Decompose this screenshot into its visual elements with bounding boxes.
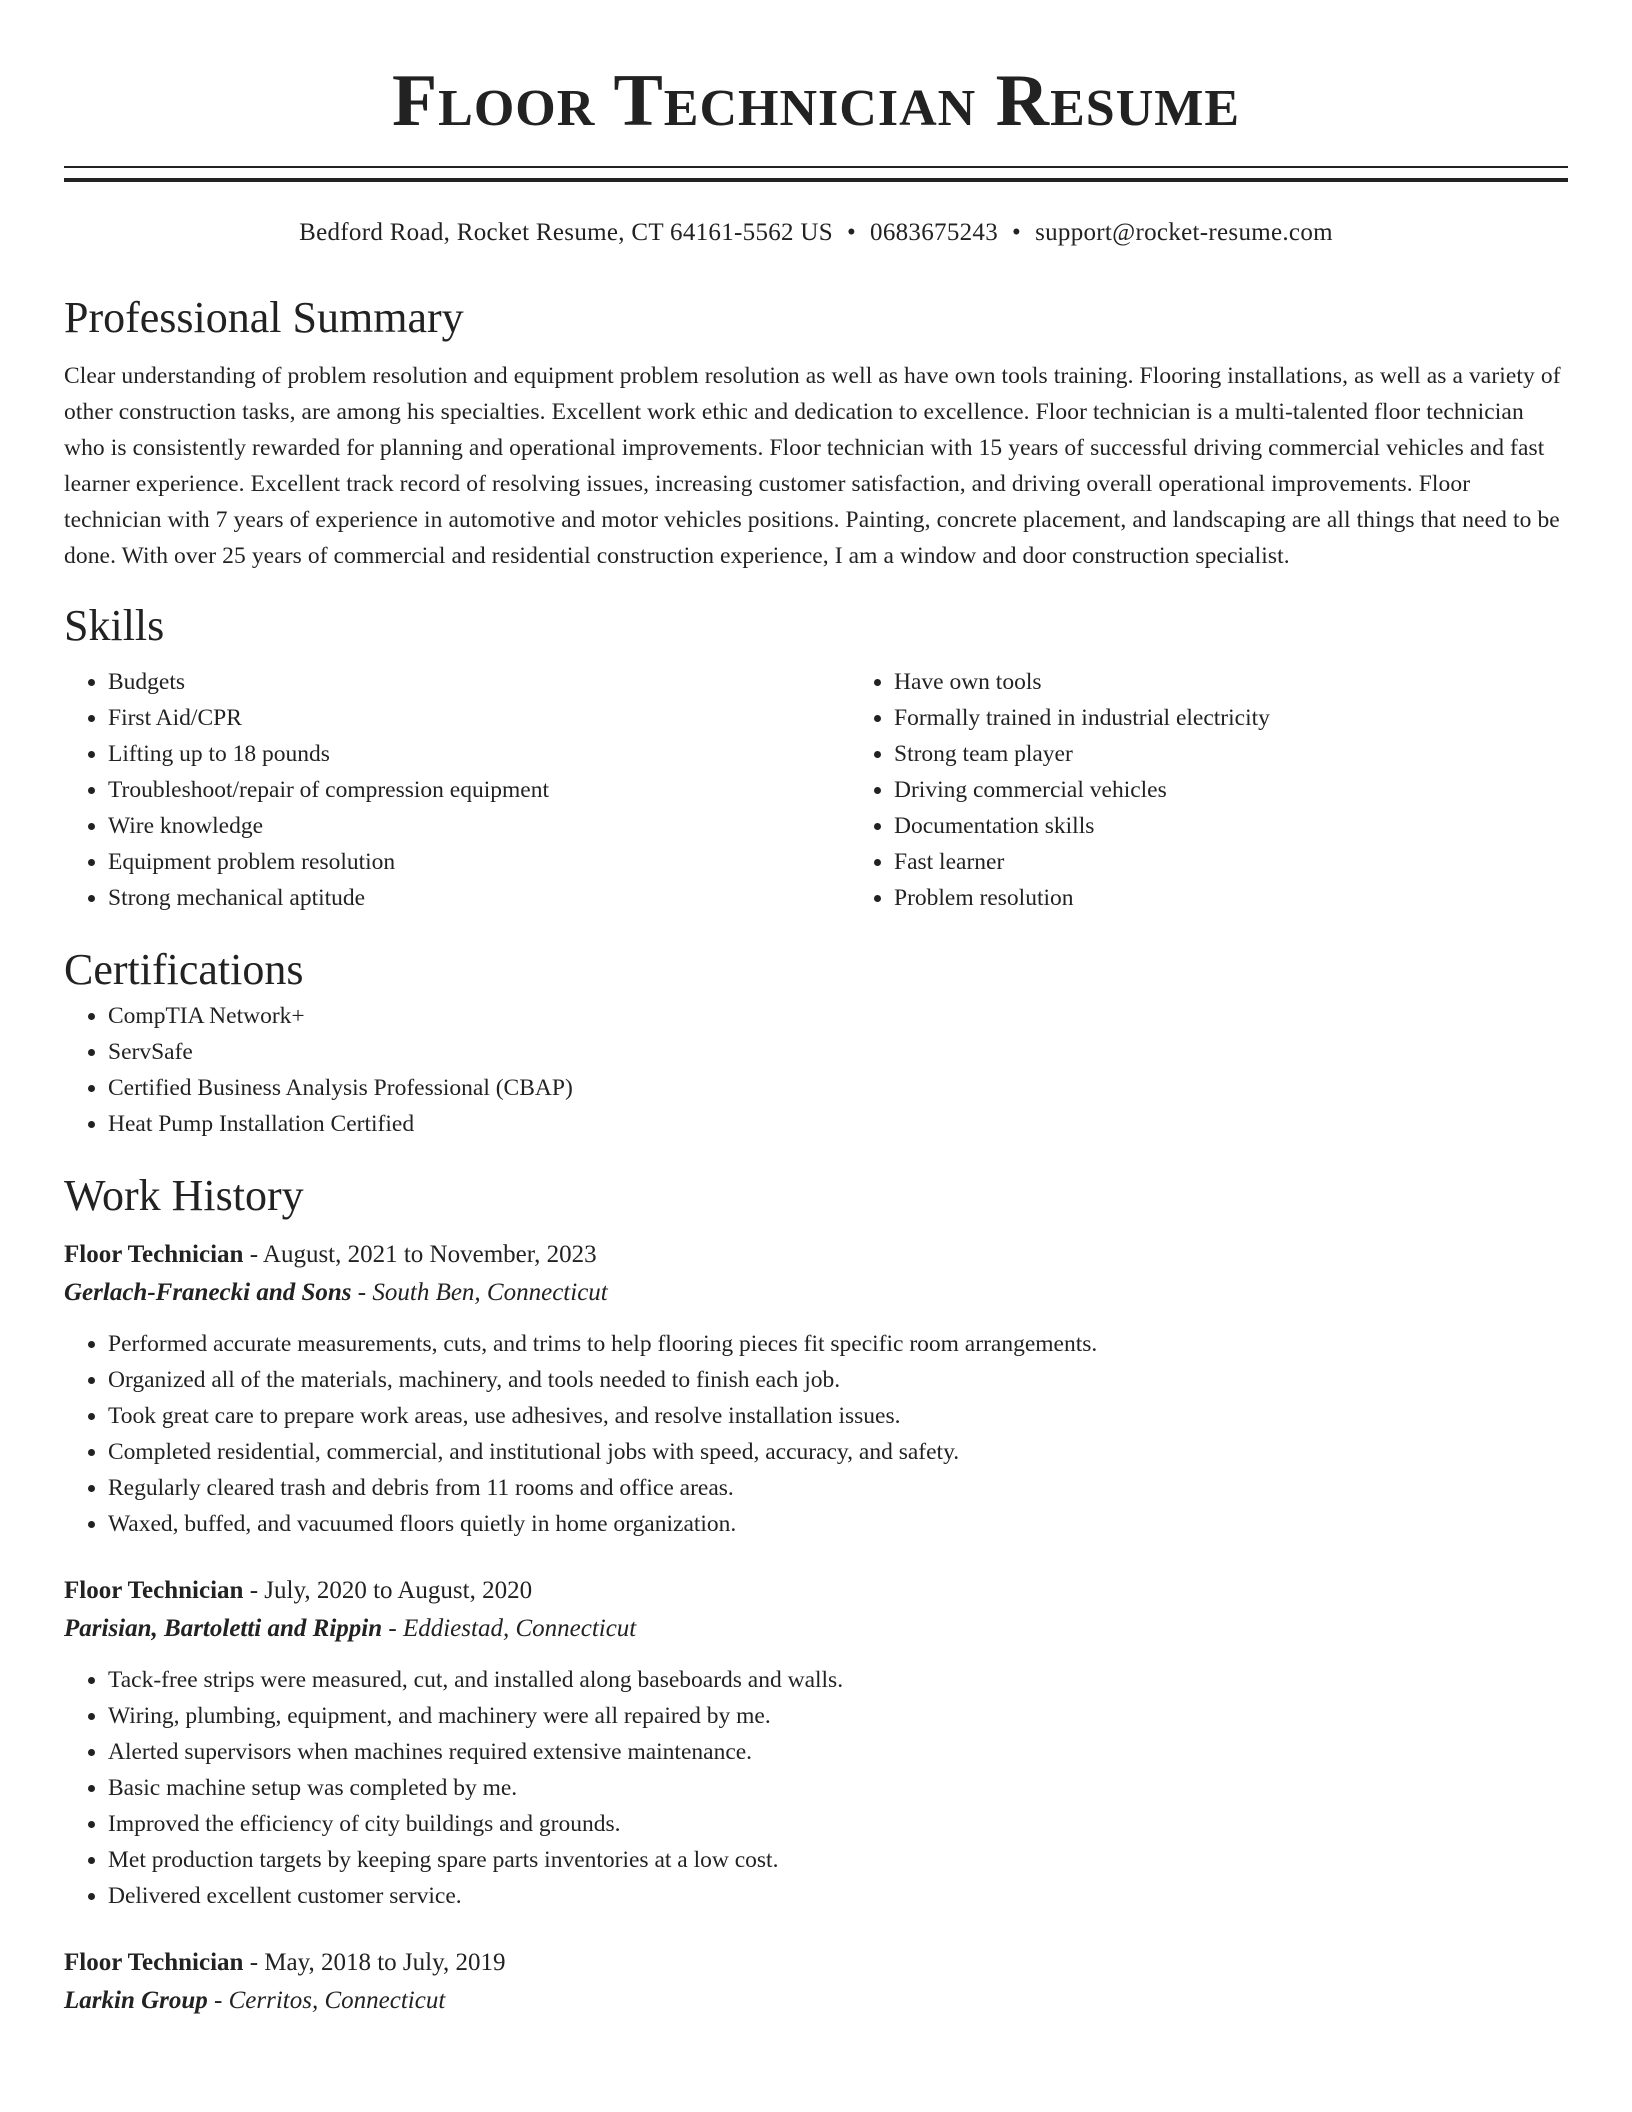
job-duty-item: • Improved the efficiency of city buildings and grounds.: [108, 1806, 1568, 1842]
job-duty-item: • Alerted supervisors when machines required extensive maintenance.: [108, 1734, 1568, 1770]
job-heading: [64, 1572, 1568, 1610]
contact-separator: •: [1012, 219, 1022, 246]
job-location: - Cerritos, Connecticut: [207, 1987, 446, 2014]
job-employer: [64, 1610, 1568, 1648]
skills-list-left: [64, 664, 850, 916]
job-duty-item: • Regularly cleared trash and debris from 11 rooms and office areas.: [108, 1470, 1568, 1506]
job-entry: [64, 1944, 1568, 2020]
skill-item: • Formally trained in industrial electricity: [894, 700, 1632, 736]
job-duty-item: • Waxed, buffed, and vacuumed floors quietly in home organization.: [108, 1506, 1568, 1542]
job-dates: - July, 2020 to August, 2020: [243, 1577, 533, 1604]
section-title-summary: Professional Summary: [64, 293, 464, 342]
certifications-list: [64, 998, 1568, 1142]
job-company: Parisian, Bartoletti and Rippin: [64, 1615, 383, 1642]
contact-phone: 0683675243: [870, 219, 999, 246]
job-duty-item: • Delivered excellent customer service.: [108, 1878, 1568, 1914]
contact-email: support@rocket-resume.com: [1035, 219, 1333, 246]
job-dates: - May, 2018 to July, 2019: [243, 1949, 506, 1976]
job-duty-item: • Completed residential, commercial, and institutional jobs with speed, accuracy, and safety.: [108, 1434, 1568, 1470]
skill-item: • Troubleshoot/repair of compression equipment: [108, 772, 850, 808]
contact-line: [64, 216, 1568, 250]
skill-item: • Strong mechanical aptitude: [108, 880, 850, 916]
summary-text: Clear understanding of problem resolution and equipment problem resolution as well as have own tools training. Flooring installations, as well as a variety of other construction tasks, are among his specialties. Excellent work ethic and dedication to excellence. Floor technician is a multi-talented floor technician who is consistently rewarded for planning and operational improvements. Floor technician with 15 years of successful driving commercial vehicles and fast learner experience. Excellent track record of resolving issues, increasing customer satisfaction, and driving overall operational improvements. Floor technician with 7 years of experience in automotive and motor vehicles positions. Painting, concrete placement, and landscaping are all things that need to be done. With over 25 years of commercial and residential construction experience, I am a window and door construction specialist.: [64, 363, 1561, 569]
job-location: - South Ben, Connecticut: [351, 1279, 608, 1306]
section-title-certifications: Certifications: [64, 945, 304, 994]
job-company: Gerlach-Franecki and Sons: [64, 1279, 352, 1306]
skill-item: • First Aid/CPR: [108, 700, 850, 736]
job-role: Floor Technician: [64, 1949, 244, 1976]
job-heading: [64, 1236, 1568, 1274]
job-duty-item: • Basic machine setup was completed by me.: [108, 1770, 1568, 1806]
section-title-skills: Skills: [64, 601, 165, 650]
job-dates: - August, 2021 to November, 2023: [243, 1241, 597, 1268]
skills-list-right: [850, 664, 1632, 916]
job-duty-item: • Tack-free strips were measured, cut, and installed along baseboards and walls.: [108, 1662, 1568, 1698]
skill-item: • Equipment problem resolution: [108, 844, 850, 880]
contact-separator: •: [846, 219, 857, 246]
job-duty-item: • Organized all of the materials, machinery, and tools needed to finish each job.: [108, 1362, 1568, 1398]
resume-title: Floor Technician Resume: [391, 60, 1241, 142]
skill-item: • Have own tools: [894, 664, 1632, 700]
job-duty-item: • Wiring, plumbing, equipment, and machinery were all repaired by me.: [108, 1698, 1568, 1734]
job-employer: [64, 1274, 1568, 1312]
skill-item: • Budgets: [108, 664, 850, 700]
job-duty-item: • Performed accurate measurements, cuts, and trims to help flooring pieces fit specific room arrangements.: [108, 1326, 1568, 1362]
job-entry: [64, 1236, 1568, 1542]
job-role: Floor Technician: [64, 1241, 244, 1268]
certification-item: • Certified Business Analysis Professional (CBAP): [108, 1070, 1568, 1106]
section-title-work-history: Work History: [64, 1171, 304, 1220]
skill-item: • Problem resolution: [894, 880, 1632, 916]
certification-item: • ServSafe: [108, 1034, 1568, 1070]
skill-item: • Lifting up to 18 pounds: [108, 736, 850, 772]
skill-item: • Driving commercial vehicles: [894, 772, 1632, 808]
job-entry: [64, 1572, 1568, 1914]
contact-address: Bedford Road, Rocket Resume, CT 64161-5562 US: [299, 219, 833, 246]
skill-item: • Fast learner: [894, 844, 1632, 880]
certification-item: • Heat Pump Installation Certified: [108, 1106, 1568, 1142]
job-duty-item: • Took great care to prepare work areas, use adhesives, and resolve installation issues.: [108, 1398, 1568, 1434]
certification-item: • CompTIA Network+: [108, 998, 1568, 1034]
title-divider: [64, 166, 1568, 182]
job-role: Floor Technician: [64, 1577, 244, 1604]
skills-columns: [64, 664, 1568, 916]
job-heading: [64, 1944, 1568, 1982]
job-duties-list: [64, 1326, 1568, 1542]
skill-item: • Strong team player: [894, 736, 1632, 772]
job-company: Larkin Group: [64, 1987, 208, 2014]
skill-item: • Documentation skills: [894, 808, 1632, 844]
job-duties-list: [64, 1662, 1568, 1914]
skill-item: • Wire knowledge: [108, 808, 850, 844]
job-duty-item: • Met production targets by keeping spare parts inventories at a low cost.: [108, 1842, 1568, 1878]
job-employer: [64, 1982, 1568, 2020]
job-location: - Eddiestad, Connecticut: [382, 1615, 637, 1642]
